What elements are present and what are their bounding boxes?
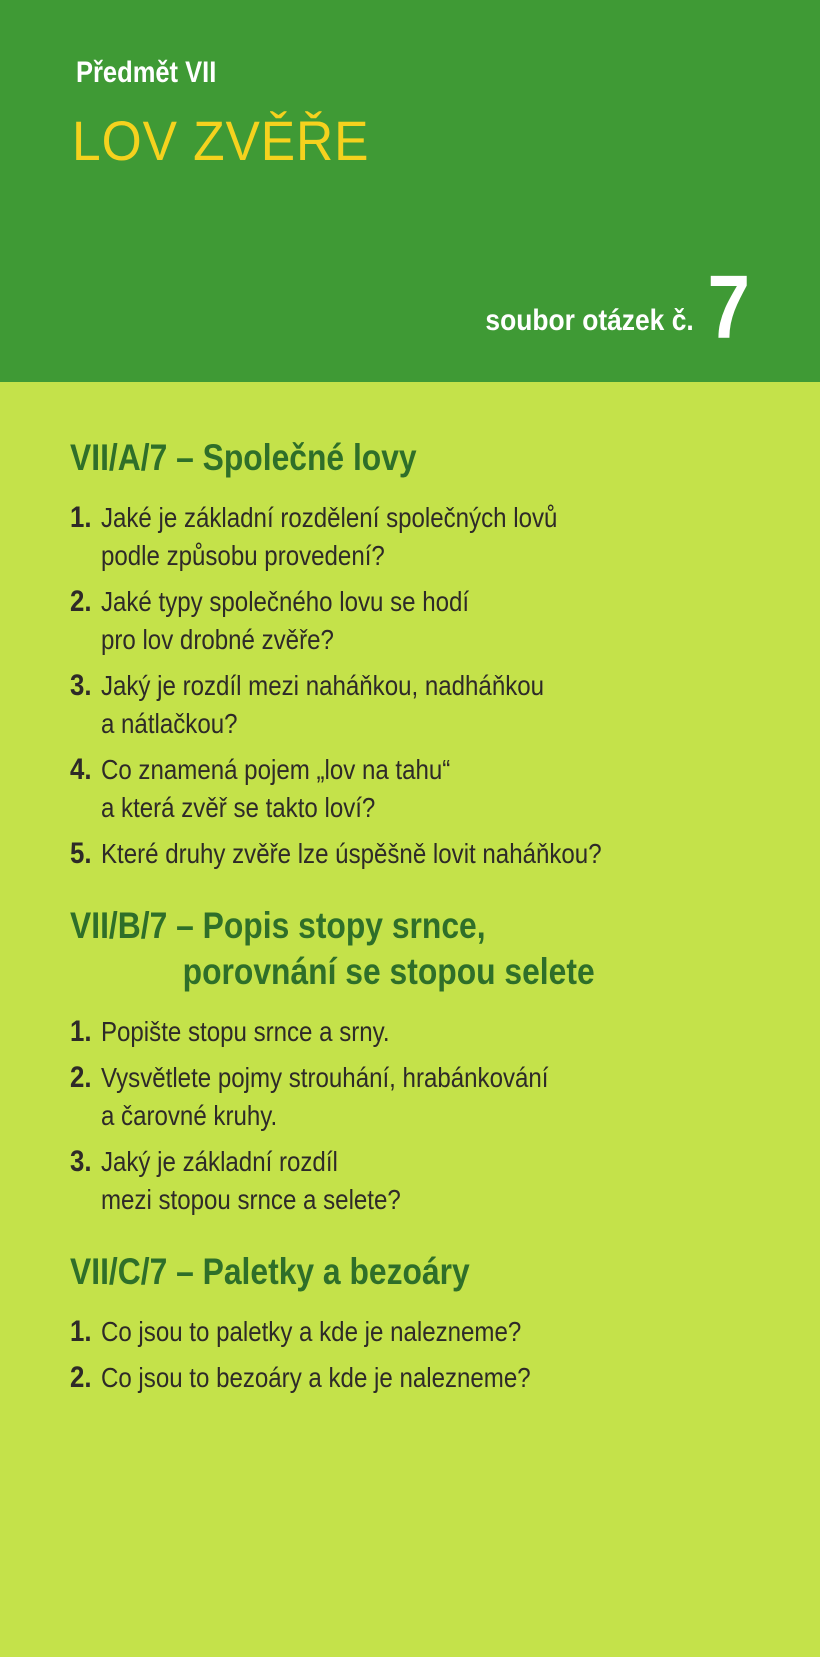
page-title: LOV ZVĚŘE — [72, 109, 370, 172]
question-number: 2. — [70, 1061, 92, 1094]
question-text — [101, 667, 544, 743]
question-item — [70, 751, 689, 827]
question-text — [101, 1059, 549, 1135]
question-number: 4. — [70, 753, 92, 786]
question-line: a čarovné kruhy. — [100, 1100, 278, 1131]
question-text — [101, 1313, 521, 1351]
section-title-line: VII/B/7 – Popis stopy srnce, — [70, 905, 486, 946]
question-line: Co jsou to bezoáry a kde je nalezneme? — [100, 1362, 531, 1393]
question-line: Jaké je základní rozdělení společných lovů — [100, 502, 558, 533]
section-title — [70, 903, 689, 995]
question-item — [70, 583, 689, 659]
question-text — [101, 1359, 531, 1397]
question-text — [101, 1013, 390, 1051]
question-line: Co jsou to paletky a kde je nalezneme? — [100, 1316, 522, 1347]
question-set-label: soubor otázek č. — [485, 304, 694, 337]
question-number: 2. — [70, 585, 92, 618]
question-text — [101, 835, 602, 873]
subject-label: Předmět VII — [76, 56, 217, 89]
section-title-line: porovnání se stopou selete — [182, 951, 595, 992]
question-item — [70, 1143, 689, 1219]
question-number: 3. — [70, 1145, 92, 1178]
question-number: 1. — [70, 501, 92, 534]
question-line: a která zvěř se takto loví? — [100, 792, 376, 823]
question-line: podle způsobu provedení? — [100, 540, 385, 571]
question-text — [101, 499, 557, 575]
header-banner — [0, 0, 820, 382]
question-line: Které druhy zvěře lze úspěšně lovit naháňkou? — [100, 838, 602, 869]
section-title: VII/A/7 – Společné lovy — [70, 437, 417, 478]
question-line: Popište stopu srnce a srny. — [100, 1016, 390, 1047]
question-number: 2. — [70, 1361, 92, 1394]
question-number: 3. — [70, 669, 92, 702]
question-set — [457, 258, 750, 358]
question-number: 1. — [70, 1315, 92, 1348]
question-item — [70, 667, 689, 743]
section-b — [70, 903, 790, 1219]
question-line: Vysvětlete pojmy strouhání, hrabánkování — [100, 1062, 549, 1093]
question-line: Jaký je základní rozdíl — [100, 1146, 338, 1177]
question-item — [70, 1313, 689, 1351]
section-c — [70, 1249, 790, 1397]
question-line: pro lov drobné zvěře? — [100, 624, 334, 655]
question-item — [70, 835, 689, 873]
question-number: 1. — [70, 1015, 92, 1048]
question-line: mezi stopou srnce a selete? — [100, 1184, 401, 1215]
question-text — [101, 751, 450, 827]
section-a — [70, 435, 790, 873]
question-line: Co znamená pojem „lov na tahu“ — [100, 754, 451, 785]
question-text — [101, 583, 469, 659]
question-content — [70, 435, 790, 1427]
section-title: VII/C/7 – Paletky a bezoáry — [70, 1251, 470, 1292]
question-number: 5. — [70, 837, 92, 870]
question-item — [70, 1359, 689, 1397]
question-text — [101, 1143, 401, 1219]
question-line: a nátlačkou? — [100, 708, 238, 739]
question-item — [70, 1013, 689, 1051]
question-line: Jaký je rozdíl mezi naháňkou, nadháňkou — [100, 670, 545, 701]
question-item — [70, 1059, 689, 1135]
question-set-number: 7 — [707, 258, 750, 358]
question-line: Jaké typy společného lovu se hodí — [100, 586, 470, 617]
question-item — [70, 499, 689, 575]
